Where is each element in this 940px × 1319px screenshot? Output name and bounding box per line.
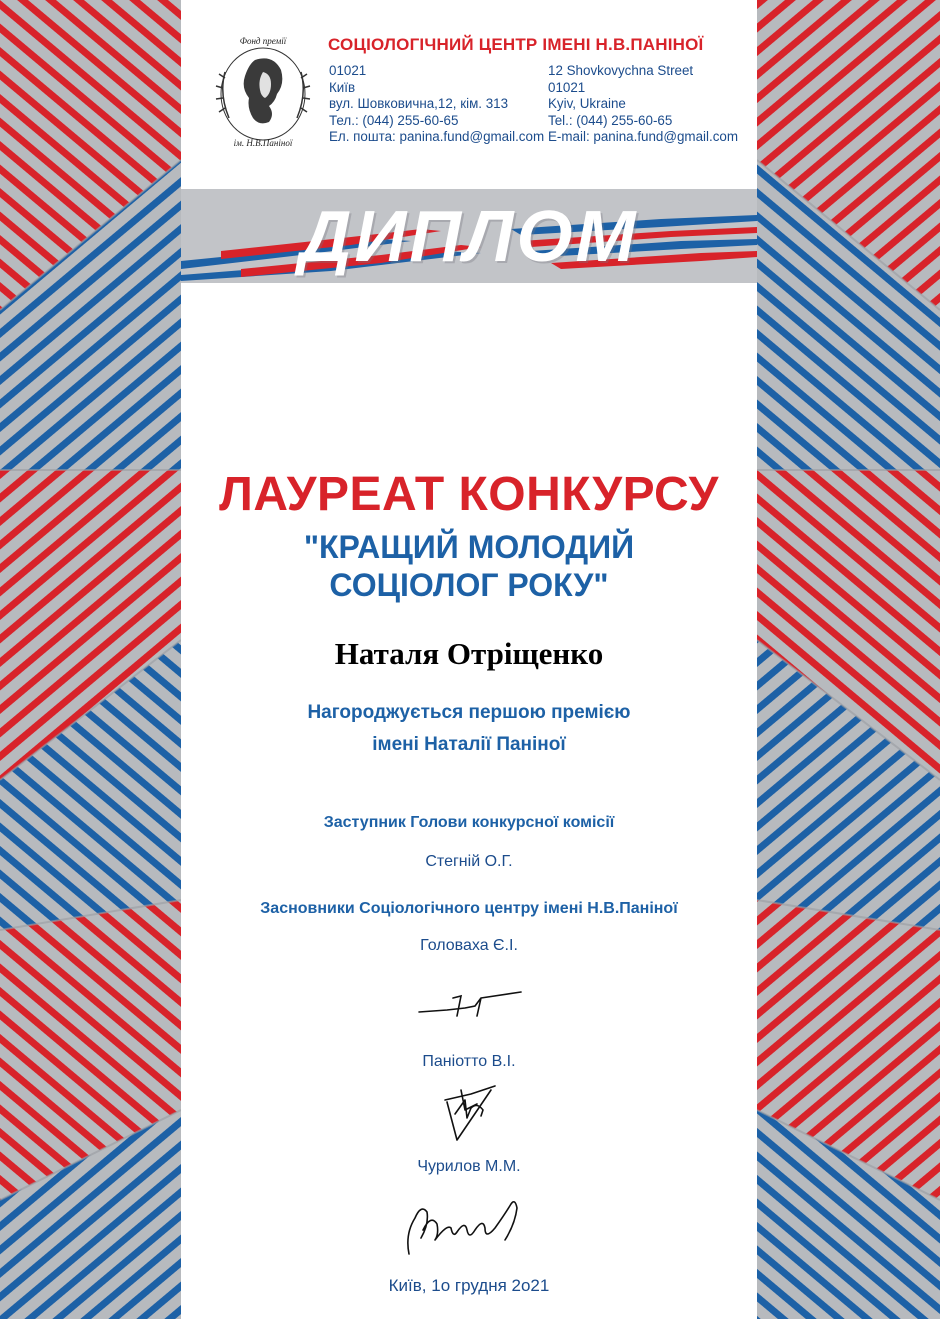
signature-paniotto — [441, 1080, 501, 1144]
deputy-chair-name: Стегній О.Г. — [425, 853, 513, 870]
award-line: Нагороджується першою премією — [307, 702, 631, 723]
address-line: E-mail: panina.fund@gmail.com — [548, 129, 738, 145]
founder-name: Паніотто В.І. — [422, 1053, 516, 1070]
logo-text-top: Фонд премії — [239, 36, 287, 46]
award-line: імені Наталії Паніної — [372, 734, 566, 755]
address-ukrainian — [329, 63, 544, 146]
signature-golovakha — [417, 988, 527, 1022]
address-line: Київ — [329, 79, 356, 95]
logo-text-bottom: ім. Н.В.Паніної — [233, 138, 293, 148]
founder-name: Головаха Є.І. — [420, 937, 518, 954]
address-line: вул. Шовковична,12, кім. 313 — [329, 96, 509, 112]
foundation-logo — [211, 32, 315, 150]
founder-name: Чурилов М.М. — [417, 1158, 521, 1175]
award-text — [181, 697, 757, 761]
laureate-name: Наталя Отріщенко — [334, 636, 604, 671]
founders-role: Засновники Соціологічного центру імені Н.В.Паніної — [260, 900, 678, 917]
contest-line: СОЦІОЛОГ РОКУ" — [329, 567, 609, 603]
signature-churylov — [401, 1184, 531, 1264]
address-line: 01021 — [548, 79, 586, 95]
contest-line: "КРАЩИЙ МОЛОДИЙ — [303, 529, 635, 565]
right-decorative-border — [757, 0, 940, 1319]
left-decorative-border — [0, 0, 181, 1319]
laureate-heading: ЛАУРЕАТ КОНКУРСУ — [219, 468, 719, 521]
address-line: Tel.: (044) 255-60-65 — [548, 112, 673, 128]
address-line: Kyiv, Ukraine — [548, 96, 626, 112]
organization-name: СОЦІОЛОГІЧНИЙ ЦЕНТР ІМЕНІ Н.В.ПАНІНОЇ — [328, 35, 704, 54]
contest-name — [181, 528, 757, 604]
place-and-date: Київ, 1о грудня 2о21 — [388, 1276, 550, 1295]
address-line: Тел.: (044) 255-60-65 — [329, 112, 459, 128]
address-line: 01021 — [329, 63, 367, 78]
address-line: 12 Shovkovychna Street — [548, 63, 694, 78]
deputy-chair-role: Заступник Голови конкурсної комісії — [323, 814, 615, 831]
address-english — [548, 63, 738, 146]
diploma-title: ДИПЛОМ — [299, 197, 639, 277]
address-line: Ел. пошта: panina.fund@gmail.com — [329, 129, 545, 145]
certificate-panel — [181, 0, 757, 1319]
